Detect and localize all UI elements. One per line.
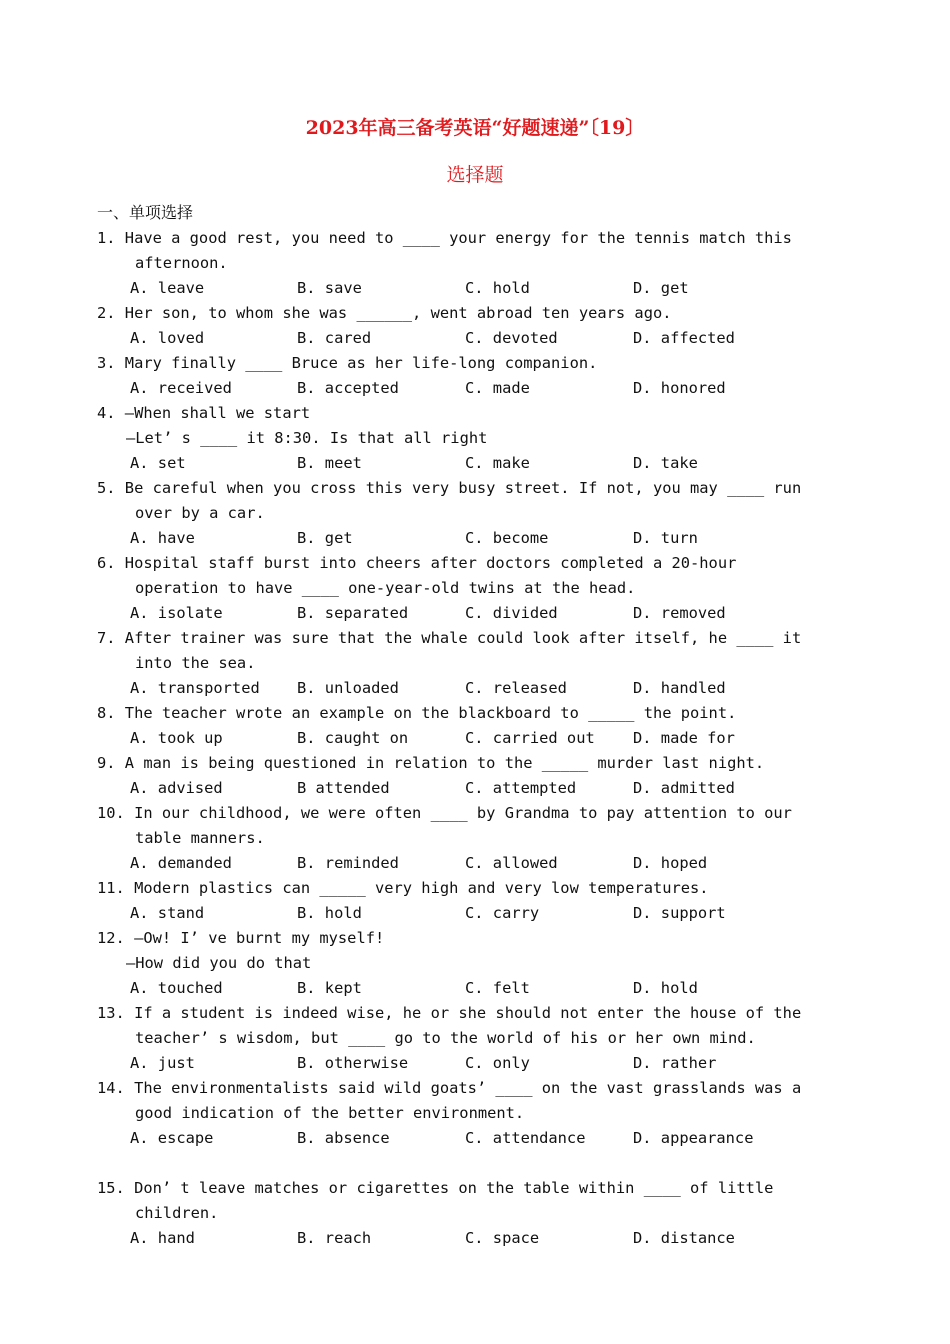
answer-option: C. carry (465, 904, 540, 922)
answer-options (97, 451, 857, 476)
answer-option: C. carried out (465, 729, 595, 747)
question-stem: 2. Her son, to whom she was ______, went abroad ten years ago. (97, 304, 672, 322)
answer-option: B. unloaded (297, 679, 399, 697)
question-item (97, 1176, 857, 1251)
answer-option: D. honored (633, 379, 726, 397)
blank-spacer (97, 1151, 857, 1176)
answer-option: D. support (633, 904, 726, 922)
question-item (97, 401, 857, 476)
answer-option: D. rather (633, 1054, 717, 1072)
question-stem-continued: over by a car. (135, 504, 265, 522)
answer-options (97, 276, 857, 301)
question-stem-continued: into the sea. (135, 654, 256, 672)
answer-option: C. attendance (465, 1129, 586, 1147)
answer-option: B. caught on (297, 729, 409, 747)
question-item (97, 801, 857, 876)
question-stem-continued: —How did you do that (126, 954, 312, 972)
answer-option: C. only (465, 1054, 530, 1072)
question-stem: 15. Don’ t leave matches or cigarettes on the table within ____ of little (97, 1179, 774, 1197)
answer-options (97, 1226, 857, 1251)
answer-options (97, 676, 857, 701)
question-stem-continued: —Let’ s ____ it 8:30. Is that all right (126, 429, 488, 447)
answer-option: D. removed (633, 604, 726, 622)
question-item (97, 226, 857, 301)
answer-option: B. hold (297, 904, 362, 922)
answer-option: C. divided (465, 604, 558, 622)
answer-option: C. felt (465, 979, 530, 997)
question-item (97, 926, 857, 1001)
answer-options (97, 326, 857, 351)
question-item (97, 551, 857, 626)
answer-option: A. advised (130, 779, 223, 797)
answer-option: D. hoped (633, 854, 708, 872)
answer-option: A. transported (130, 679, 260, 697)
question-item (97, 1001, 857, 1076)
answer-option: C. space (465, 1229, 540, 1247)
answer-options (97, 376, 857, 401)
question-stem: 14. The environmentalists said wild goats’ ____ on the vast grasslands was a (97, 1079, 802, 1097)
answer-option: A. loved (130, 329, 205, 347)
question-item (97, 351, 857, 401)
answer-option: D. take (633, 454, 698, 472)
answer-option: B. save (297, 279, 362, 297)
answer-options (97, 901, 857, 926)
question-stem: 10. In our childhood, we were often ____ by Grandma to pay attention to our (97, 804, 792, 822)
question-stem-continued: table manners. (135, 829, 265, 847)
answer-option: B. cared (297, 329, 372, 347)
page-subtitle: 选择题 (446, 164, 504, 186)
question-stem: 7. After trainer was sure that the whale could look after itself, he ____ it (97, 629, 802, 647)
answer-option: A. just (130, 1054, 195, 1072)
answer-option: D. affected (633, 329, 735, 347)
question-stem: 9. A man is being questioned in relation to the _____ murder last night. (97, 754, 765, 772)
answer-option: A. leave (130, 279, 205, 297)
question-item (97, 301, 857, 351)
answer-options (97, 601, 857, 626)
question-stem-continued: children. (135, 1204, 219, 1222)
answer-option: B. otherwise (297, 1054, 409, 1072)
answer-option: C. allowed (465, 854, 558, 872)
answer-option: A. set (130, 454, 186, 472)
question-item (97, 626, 857, 701)
question-stem: 11. Modern plastics can _____ very high and very low temperatures. (97, 879, 709, 897)
answer-option: C. released (465, 679, 567, 697)
answer-option: A. hand (130, 1229, 195, 1247)
answer-option: B attended (297, 779, 390, 797)
answer-option: C. become (465, 529, 549, 547)
answer-option: B. absence (297, 1129, 390, 1147)
question-item (97, 751, 857, 801)
answer-option: C. devoted (465, 329, 558, 347)
answer-option: C. hold (465, 279, 530, 297)
question-stem-continued: good indication of the better environment. (135, 1104, 525, 1122)
question-item (97, 1076, 857, 1176)
question-stem-continued: operation to have ____ one-year-old twins at the head. (135, 579, 636, 597)
page-title: 2023年高三备考英语“好题速递”〔19〕 (305, 117, 645, 139)
question-stem: 1. Have a good rest, you need to ____ your energy for the tennis match this (97, 229, 792, 247)
question-stem: 8. The teacher wrote an example on the blackboard to _____ the point. (97, 704, 737, 722)
answer-options (97, 1126, 857, 1151)
question-stem-continued: afternoon. (135, 254, 228, 272)
question-stem-continued: teacher’ s wisdom, but ____ go to the world of his or her own mind. (135, 1029, 756, 1047)
answer-options (97, 976, 857, 1001)
answer-option: B. kept (297, 979, 362, 997)
answer-option: A. have (130, 529, 195, 547)
answer-options (97, 776, 857, 801)
answer-option: A. escape (130, 1129, 214, 1147)
answer-options (97, 526, 857, 551)
answer-options (97, 726, 857, 751)
answer-option: D. turn (633, 529, 698, 547)
answer-option: D. made for (633, 729, 735, 747)
answer-options (97, 1051, 857, 1076)
question-stem: 4. —When shall we start (97, 404, 311, 422)
answer-option: A. touched (130, 979, 223, 997)
answer-option: D. distance (633, 1229, 735, 1247)
answer-option: A. stand (130, 904, 205, 922)
question-stem: 5. Be careful when you cross this very busy street. If not, you may ____ run (97, 479, 802, 497)
answer-option: D. hold (633, 979, 698, 997)
answer-option: D. handled (633, 679, 726, 697)
answer-option: A. demanded (130, 854, 232, 872)
question-item (97, 476, 857, 551)
section-heading: 一、单项选择 (97, 203, 194, 222)
answer-option: A. isolate (130, 604, 223, 622)
question-stem: 13. If a student is indeed wise, he or she should not enter the house of the (97, 1004, 802, 1022)
answer-option: B. meet (297, 454, 362, 472)
answer-option: B. accepted (297, 379, 399, 397)
answer-option: D. appearance (633, 1129, 754, 1147)
answer-option: A. took up (130, 729, 223, 747)
answer-option: D. get (633, 279, 689, 297)
answer-option: B. reminded (297, 854, 399, 872)
question-stem: 12. —Ow! I’ ve burnt my myself! (97, 929, 385, 947)
answer-option: D. admitted (633, 779, 735, 797)
question-list (97, 226, 857, 1251)
answer-option: C. make (465, 454, 530, 472)
answer-options (97, 851, 857, 876)
question-item (97, 876, 857, 926)
question-stem: 3. Mary finally ____ Bruce as her life-long companion. (97, 354, 598, 372)
answer-option: B. separated (297, 604, 409, 622)
answer-option: B. get (297, 529, 353, 547)
answer-option: C. attempted (465, 779, 577, 797)
answer-option: B. reach (297, 1229, 372, 1247)
answer-option: C. made (465, 379, 530, 397)
question-item (97, 701, 857, 751)
answer-option: A. received (130, 379, 232, 397)
question-stem: 6. Hospital staff burst into cheers after doctors completed a 20-hour (97, 554, 737, 572)
